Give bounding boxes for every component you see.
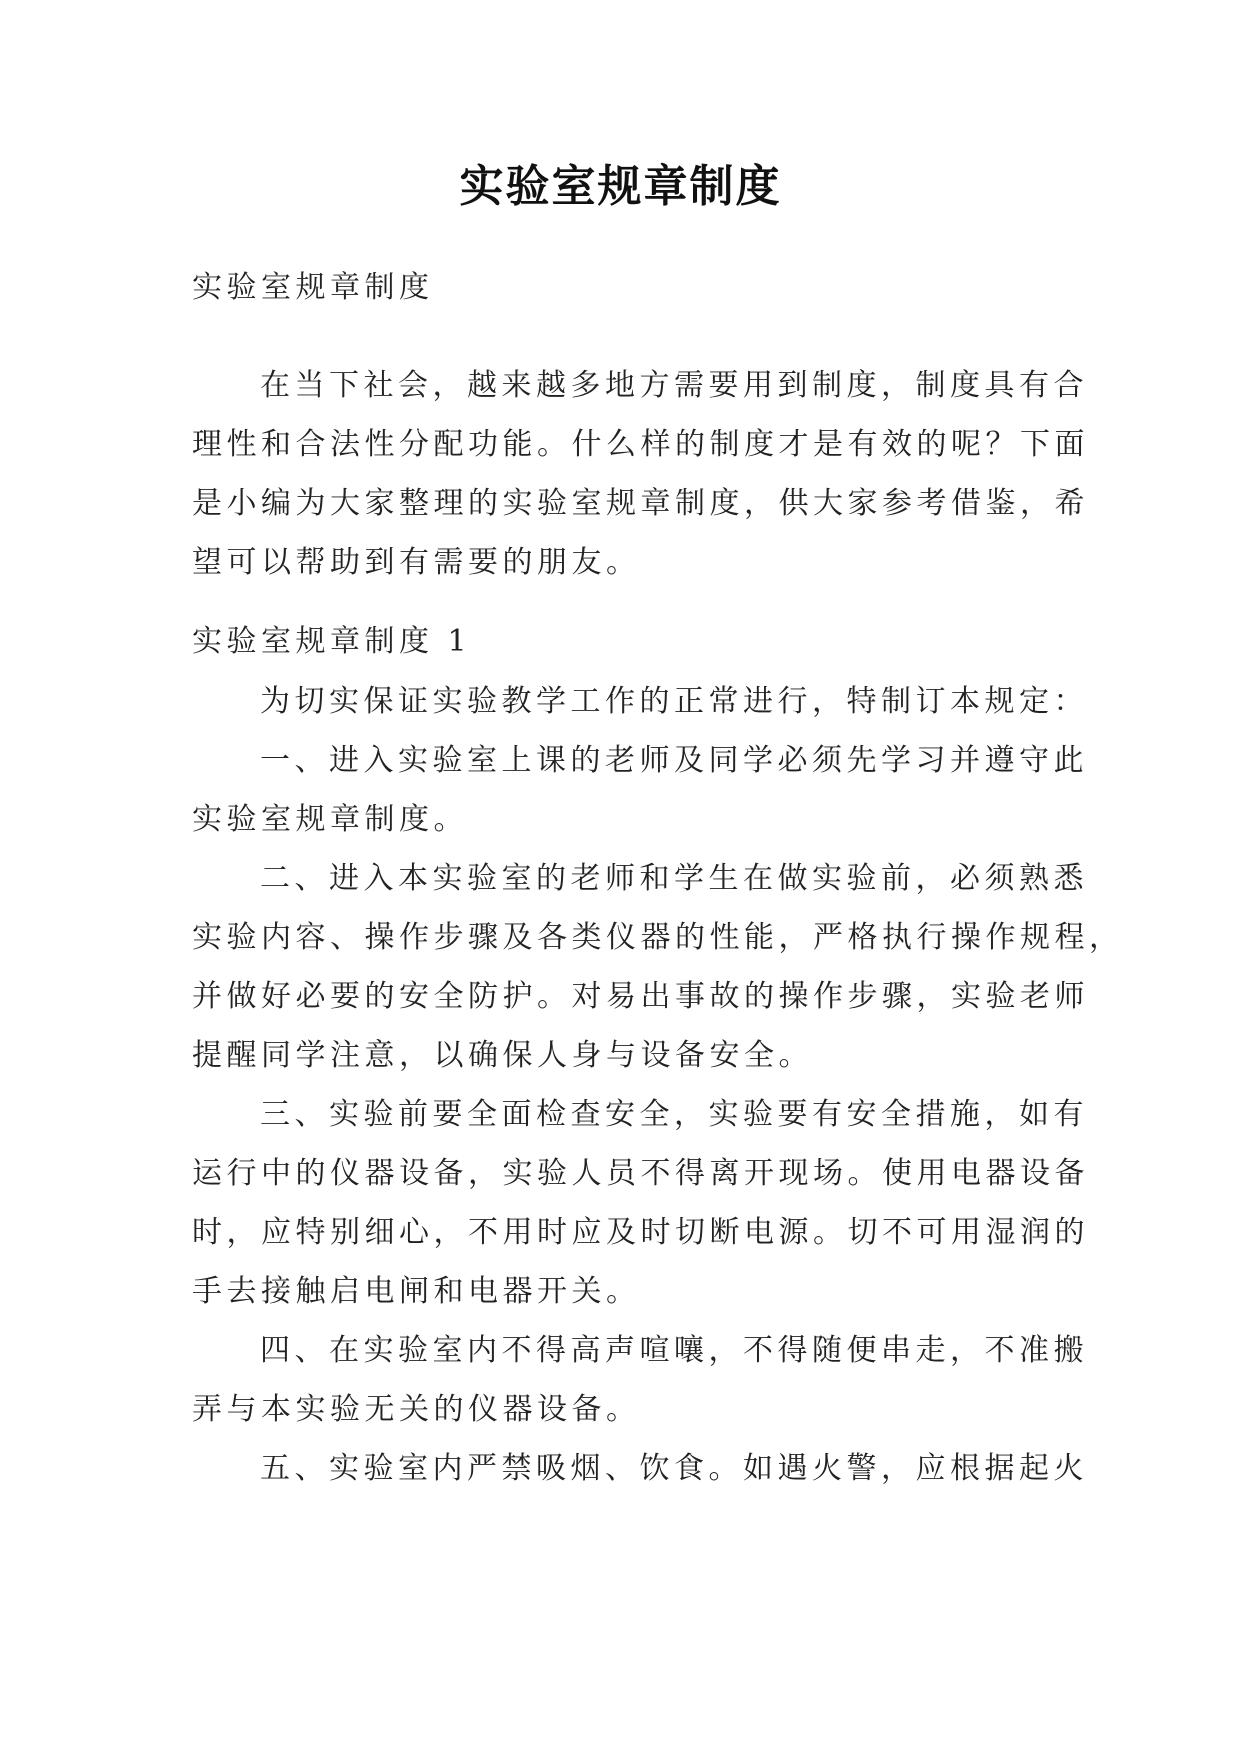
section-body [192,672,1124,1498]
section-line: 时，应特别细心，不用时应及时切断电源。切不可用湿润的 [192,1215,1089,1250]
section-line: 并做好必要的安全防护。对易出事故的操作步骤，实验老师 [192,979,1089,1014]
section-line: 提醒同学注意，以确保人身与设备安全。 [192,1038,813,1073]
section-line: 一、进入实验室上课的老师及同学必须先学习并遵守此 [260,743,1088,778]
section-line: 弄与本实验无关的仪器设备。 [192,1392,641,1427]
section-heading-line: 实验室规章制度 1 [192,624,472,659]
section-line: 五、实验室内严禁吸烟、饮食。如遇火警，应根据起火 [260,1451,1088,1486]
section-line: 实验室规章制度。 [192,802,468,837]
intro-line: 是小编为大家整理的实验室规章制度，供大家参考借鉴，希 [192,486,1089,521]
section-line: 四、在实验室内不得高声喧嚷，不得随便串走，不准搬 [260,1333,1088,1368]
document-title: 实验室规章制度 [459,161,782,212]
section-line: 为切实保证实验教学工作的正常进行，特制订本规定： [260,684,1088,719]
section-heading [192,612,1052,671]
section-line: 运行中的仪器设备，实验人员不得离开现场。使用电器设备 [192,1156,1089,1191]
intro-line: 望可以帮助到有需要的朋友。 [192,545,641,580]
intro-line: 理性和合法性分配功能。什么样的制度才是有效的呢？下面 [192,427,1089,462]
document-subtitle [192,258,1052,317]
section-line: 二、进入本实验室的老师和学生在做实验前，必须熟悉 [260,861,1088,896]
section-line: 手去接触启电闸和电器开关。 [192,1274,641,1309]
intro-line: 在当下社会，越来越多地方需要用到制度，制度具有合 [260,368,1088,403]
subtitle-line: 实验室规章制度 [192,270,434,305]
section-line: 三、实验前要全面检查安全，实验要有安全措施，如有 [260,1097,1088,1132]
intro-paragraph [192,356,1089,592]
section-line: 实验内容、操作步骤及各类仪器的性能，严格执行操作规程， [192,920,1124,955]
